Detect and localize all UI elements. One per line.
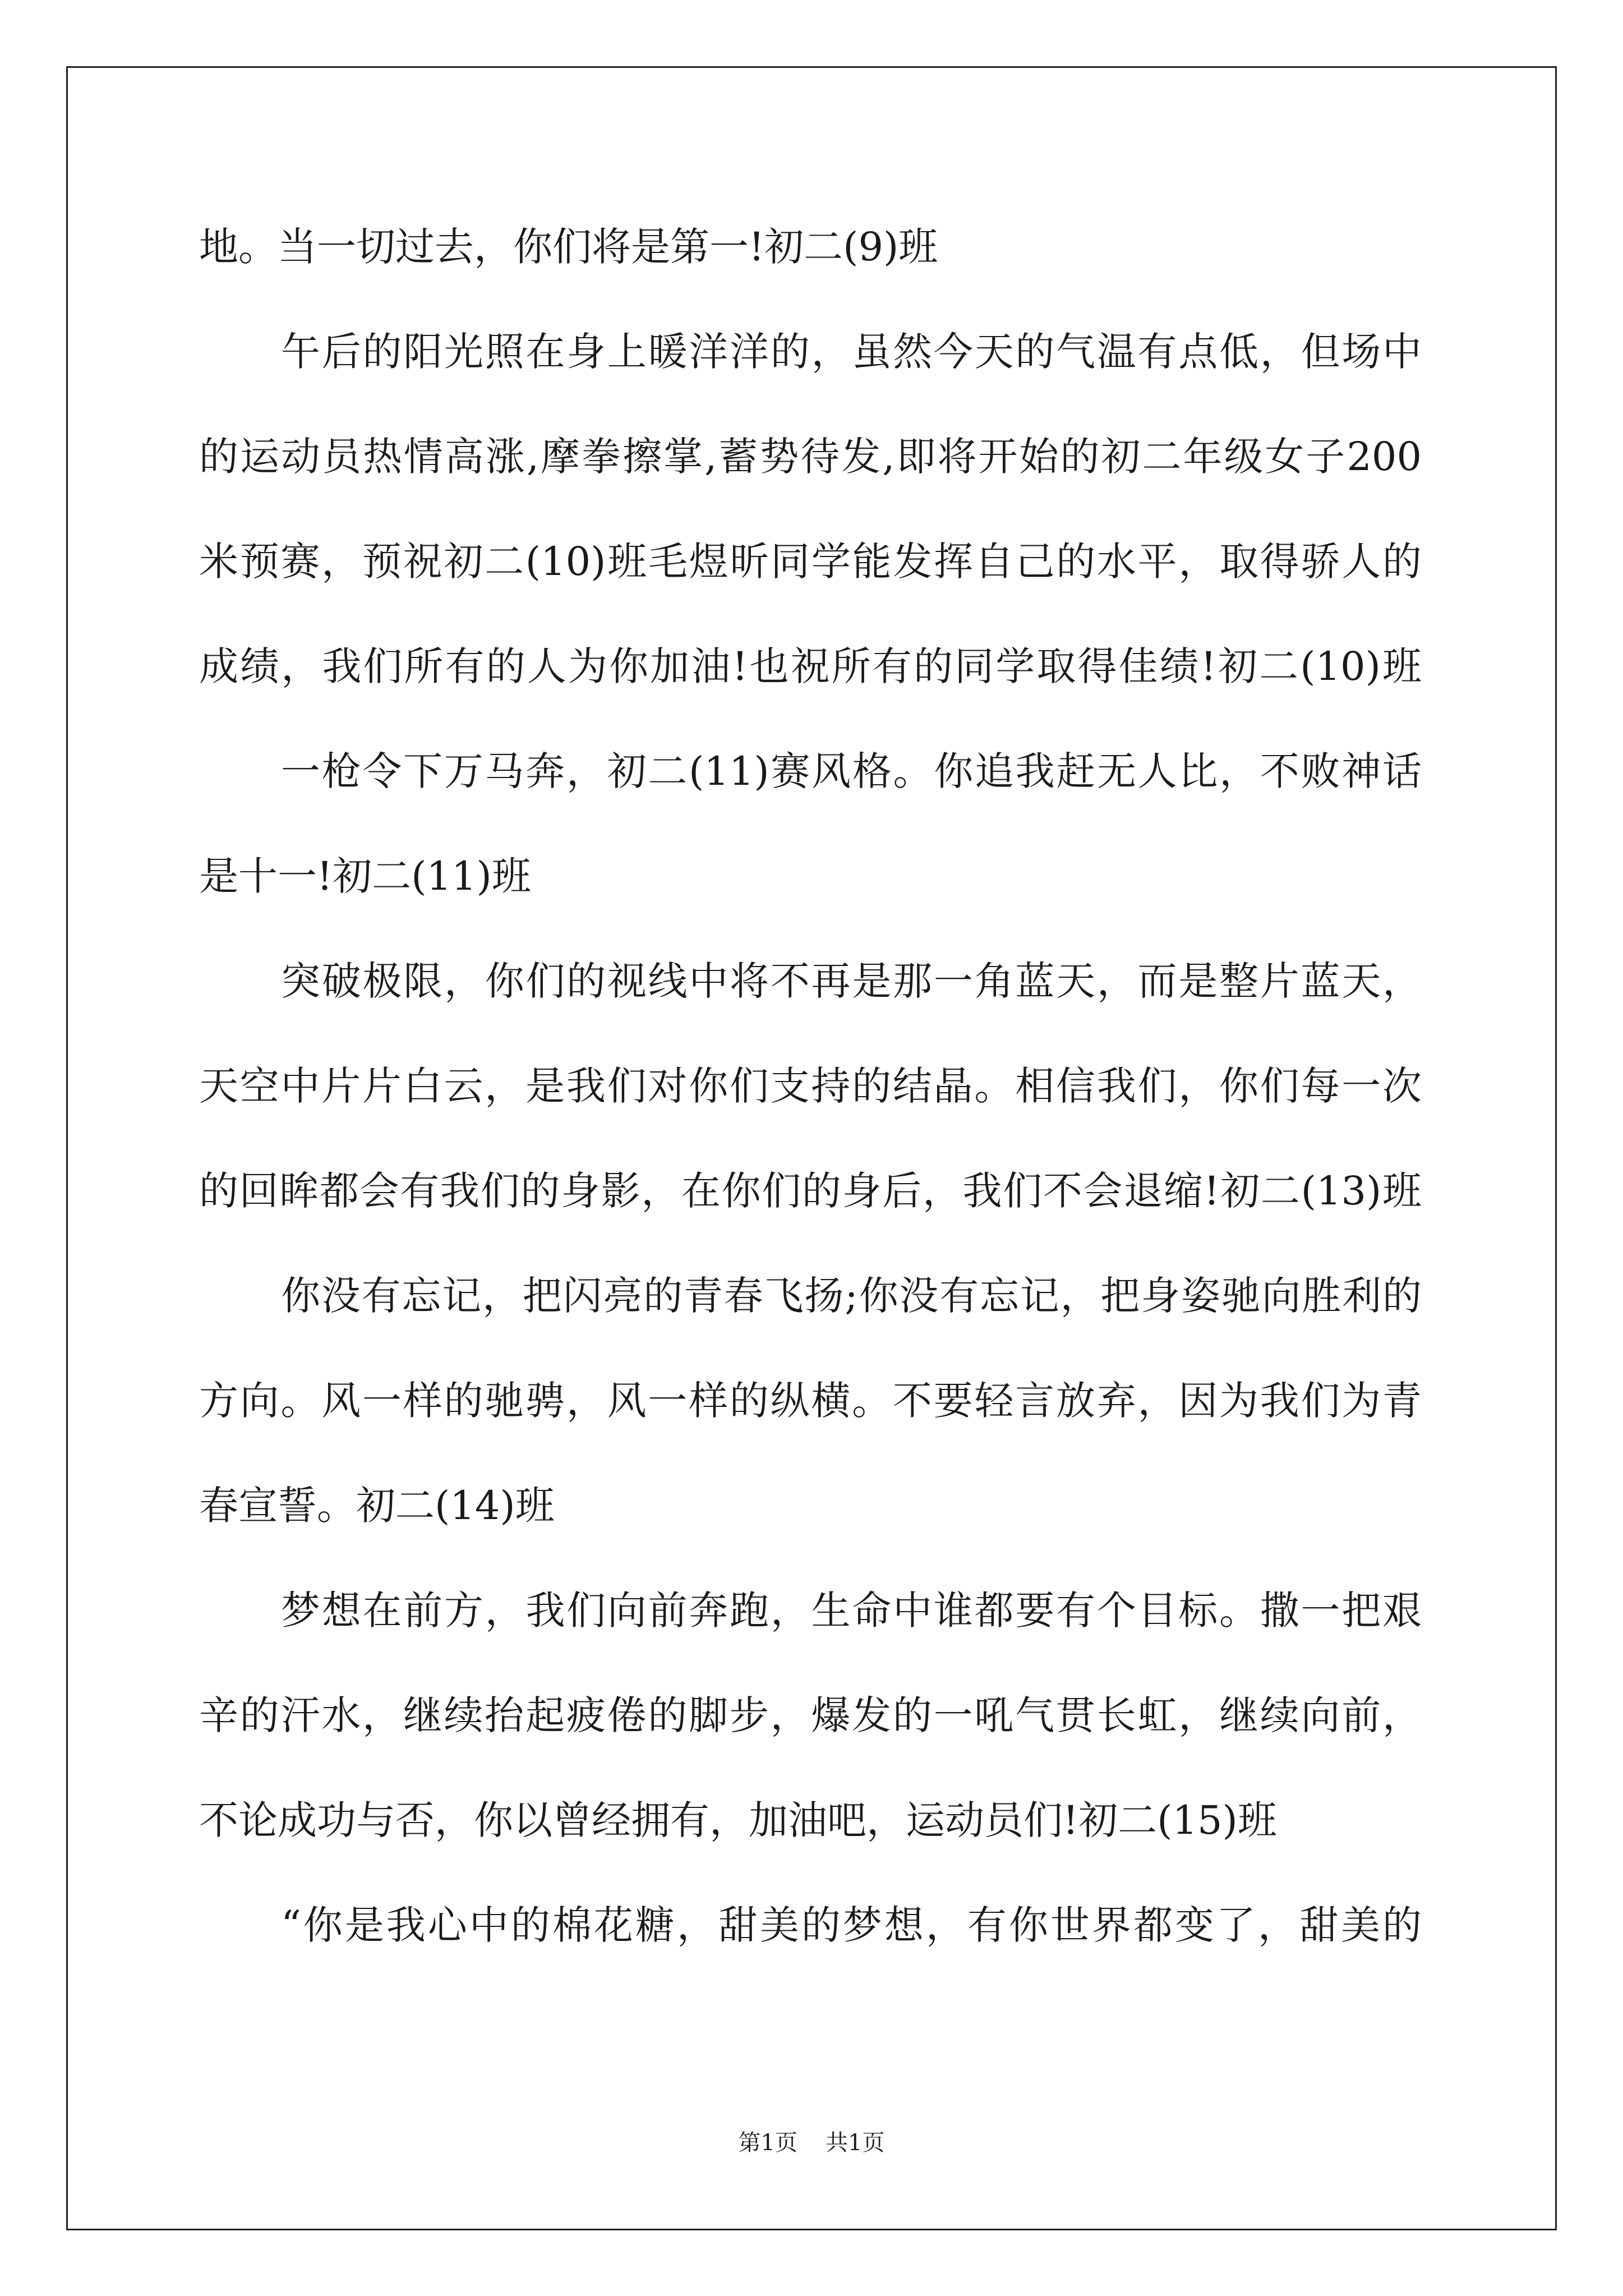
text-line: 天空中片片白云，是我们对你们支持的结晶。相信我们，你们每一次	[199, 1063, 1422, 1109]
text-line: 的回眸都会有我们的身影，在你们的身后，我们不会退缩!初二(13)班	[199, 1168, 1422, 1214]
text-line: 午后的阳光照在身上暖洋洋的，虽然今天的气温有点低，但场中	[281, 329, 1422, 375]
text-line: 梦想在前方，我们向前奔跑，生命中谁都要有个目标。撒一把艰	[281, 1588, 1422, 1634]
page-footer	[0, 2129, 1623, 2157]
text-line: “你是我心中的棉花糖，甜美的梦想，有你世界都变了，甜美的	[281, 1902, 1422, 1948]
text-line: 春宣誓。初二(14)班	[199, 1483, 555, 1529]
text-line: 米预赛，预祝初二(10)班毛煜昕同学能发挥自己的水平，取得骄人的	[199, 539, 1422, 585]
text-line: 是十一!初二(11)班	[199, 853, 531, 899]
text-line: 你没有忘记，把闪亮的青春飞扬;你没有忘记，把身姿驰向胜利的	[281, 1273, 1422, 1319]
text-line: 成绩，我们所有的人为你加油!也祝所有的同学取得佳绩!初二(10)班	[199, 643, 1422, 689]
text-line: 一枪令下万马奔，初二(11)赛风格。你追我赶无人比，不败神话	[281, 748, 1422, 794]
text-line: 不论成功与否，你以曾经拥有，加油吧，运动员们!初二(15)班	[199, 1797, 1277, 1843]
text-line: 突破极限，你们的视线中将不再是那一角蓝天，而是整片蓝天，	[281, 958, 1422, 1004]
page-number-total: 共1页	[826, 2130, 885, 2156]
text-line: 的运动员热情高涨,摩拳擦掌,蓄势待发,即将开始的初二年级女子200	[199, 434, 1422, 480]
page-number-current: 第1页	[738, 2130, 797, 2156]
text-line: 辛的汗水，继续抬起疲倦的脚步，爆发的一吼气贯长虹，继续向前，	[199, 1692, 1422, 1738]
text-line: 方向。风一样的驰骋，风一样的纵横。不要轻言放弃，因为我们为青	[199, 1378, 1422, 1424]
text-line: 地。当一切过去，你们将是第一!初二(9)班	[199, 224, 938, 270]
